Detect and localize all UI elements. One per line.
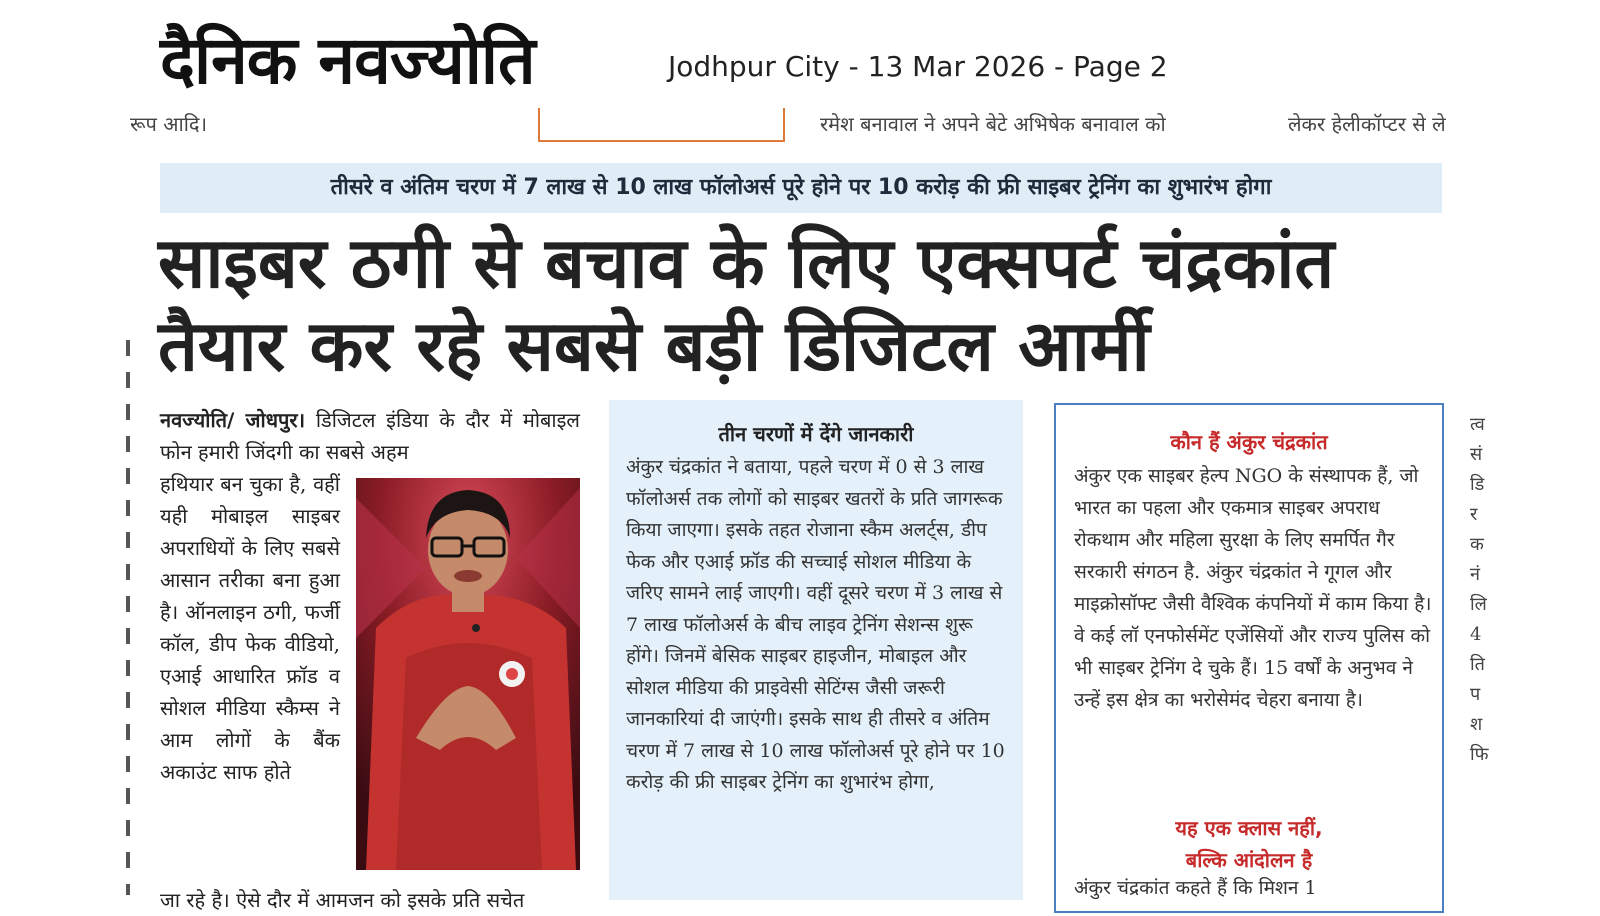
cut-text-middle: रमेश बनावाल ने अपने बेटे अभिषेक बनावाल को <box>820 112 1166 136</box>
profile-continuation: अंकुर चंद्रकांत कहते हैं कि मिशन 1 <box>1074 877 1317 899</box>
speaker-illustration <box>356 478 580 870</box>
article-headline <box>158 222 1448 388</box>
phases-title: तीन चरणों में देंगे जानकारी <box>718 422 914 446</box>
profile-title: कौन हैं अंकुर चंद्रकांत <box>1170 430 1328 454</box>
profile-text: अंकुर एक साइबर हेल्प NGO के संस्थापक हैं, जो भारत का पहला और एकमात्र साइबर अपराध रोकथाम और महिला सुरक्षा के लिए समर्पित गैर सरकारी संगठन है. अंकुर चंद्रकांत ने गूगल और माइक्रोसॉफ्ट जैसी वैश्विक कंपनियों में काम किया है। वे कई लॉ एनफोर्समेंट एजेंसियों और राज्य पुलिस को भी साइबर ट्रेनिंग दे चुके हैं। 15 वर्षों के अनुभव ने उन्हें इस क्षेत्र का भरोसेमंद चेहरा बनाया है। <box>1074 465 1432 711</box>
cut-text-right: लेकर हेलीकॉप्टर से ले <box>1288 112 1446 136</box>
subheading-line-1: यह एक क्लास नहीं, <box>1175 816 1323 840</box>
profile-subheading <box>1054 812 1444 876</box>
headline-line-1: साइबर ठगी से बचाव के लिए एक्सपर्ट चंद्रकांत <box>158 222 1335 304</box>
newspaper-logo: दैनिक नवज्योति <box>160 22 535 99</box>
article-body-tail: जा रहे है। ऐसे दौर में आमजन को इसके प्रति सचेत <box>160 888 525 912</box>
lead-text: डिजिटल इंडिया के दौर में मोबाइल फोन हमारी जिंदगी का सबसे अहम <box>160 408 580 464</box>
edition-label: Jodhpur City - 13 Mar 2026 - Page 2 <box>668 50 1168 83</box>
subheading-line-2: बल्कि आंदोलन है <box>1185 848 1313 872</box>
left-column-rule <box>126 340 130 895</box>
dateline: नवज्योति/ जोधपुर। <box>160 408 306 432</box>
right-edge-cut-text: त्व सं डि र क नं लि 4 ति प श फि <box>1470 414 1489 765</box>
person-photo <box>356 478 580 870</box>
previous-article-box-edge <box>538 108 785 142</box>
headline-line-2: तैयार कर रहे सबसे बड़ी डिजिटल आर्मी <box>158 305 1150 387</box>
phases-text: अंकुर चंद्रकांत ने बताया, पहले चरण में 0 से 3 लाख फॉलोअर्स तक लोगों को साइबर खतरों के प्रति जागरूक किया जाएगा। इसके तहत रोजाना स्कैम अलर्ट्स, डीप फेक और एआई फ्रॉड की सच्चाई सोशल मीडिया के जरिए सामने लाई जाएगी। वहीं दूसरे चरण में 3 लाख से 7 लाख फॉलोअर्स के बीच लाइव ट्रेनिंग सेशन्स शुरू होंगे। जिनमें बेसिक साइबर हाइजीन, मोबाइल और सोशल मीडिया की प्राइवेसी सेटिंग्स जैसी जरूरी जानकारियां दी जाएंगी। इसके साथ ही तीसरे व अंतिम चरण में 7 लाख से 10 लाख फॉलोअर्स पूरे होने पर 10 करोड़ की फ्री साइबर ट्रेनिंग का शुभारंभ होगा, <box>626 456 1005 793</box>
cut-text-left: रूप आदि। <box>130 112 208 136</box>
article-lead <box>160 404 580 468</box>
article-kicker: तीसरे व अंतिम चरण में 7 लाख से 10 लाख फॉलोअर्स पूरे होने पर 10 करोड़ की फ्री साइबर ट्रेनिंग का शुभारंभ होगा <box>160 163 1442 213</box>
article-body-narrow: हथियार बन चुका है, वहीं यही मोबाइल साइबर अपराधियों के लिए सबसे आसान तरीका बना हुआ है। ऑनलाइन ठगी, फर्जी कॉल, डीप फेक वीडियो, एआई आधारित फ्रॉड व सोशल मीडिया स्कैम्स ने आम लोगों के बैंक अकाउंट साफ होते <box>160 472 340 784</box>
